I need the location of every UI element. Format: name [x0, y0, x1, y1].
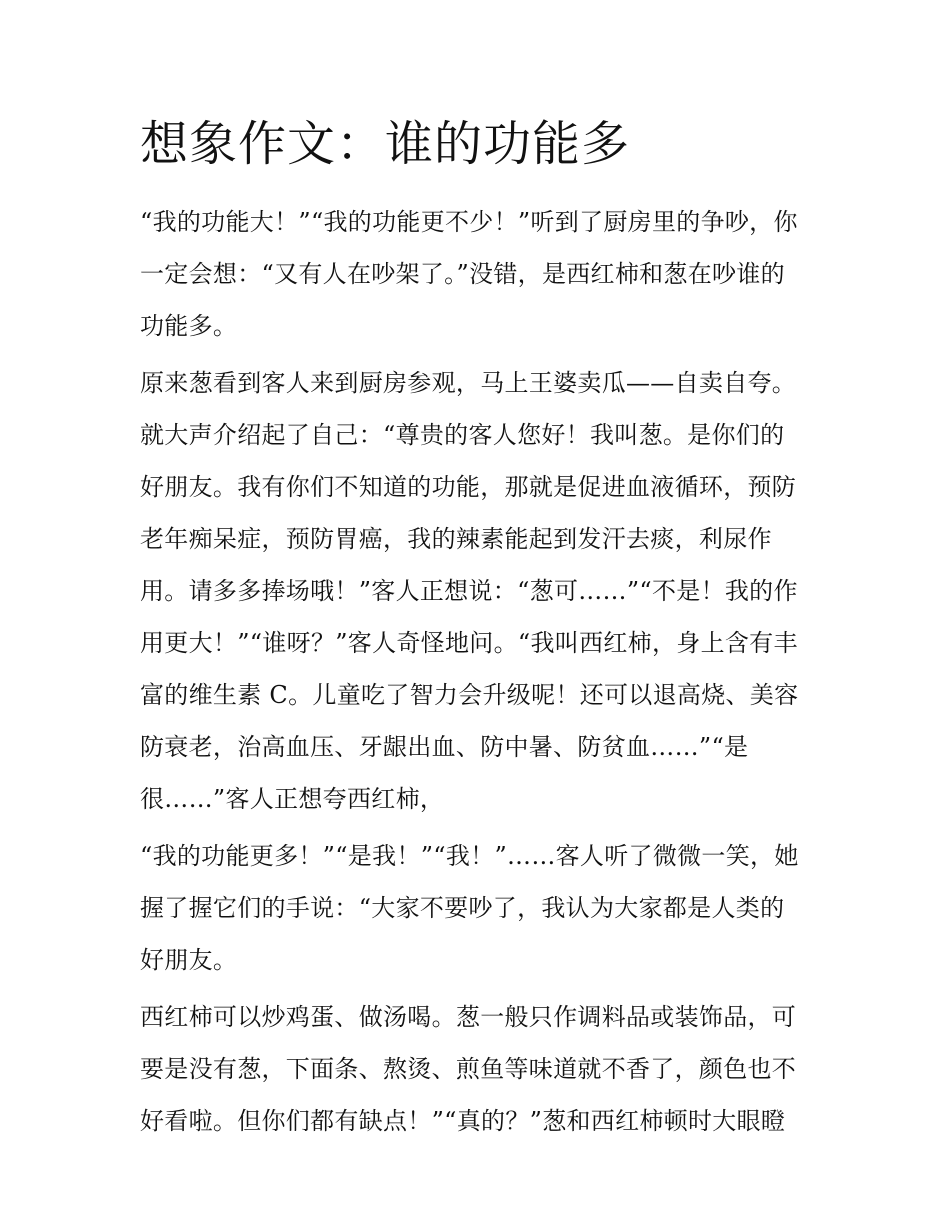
text-line: 富的维生素 C。儿童吃了智力会升级呢！还可以退高烧、美容	[140, 681, 799, 709]
essay-body	[140, 196, 815, 1152]
text-line: “我的功能大！”“我的功能更不少！”听到了厨房里的争吵，你	[140, 208, 798, 236]
paragraph-1	[140, 196, 815, 352]
text-line: 功能多。	[140, 312, 238, 340]
text-line: 好看啦。但你们都有缺点！”“真的？”葱和西红柿顿时大眼瞪	[140, 1107, 786, 1135]
text-line: 要是没有葱，下面条、熬烫、煎鱼等味道就不香了，颜色也不	[140, 1055, 797, 1083]
text-line: “我的功能更多！”“是我！”“我！”……客人听了微微一笑，她	[140, 842, 799, 870]
text-line: 握了握它们的手说：“大家不要吵了，我认为大家都是人类的	[140, 894, 785, 922]
text-line: 好朋友。	[140, 946, 238, 974]
text-line: 一定会想：“又有人在吵架了。”没错，是西红柿和葱在吵谁的	[140, 260, 785, 288]
text-line: 老年痴呆症，预防胃癌，我的辣素能起到发汗去痰，利尿作	[140, 525, 772, 553]
text-line: 就大声介绍起了自己：“尊贵的客人您好！我叫葱。是你们的	[140, 421, 785, 449]
paragraph-3	[140, 830, 815, 986]
text-line: 西红柿可以炒鸡蛋、做汤喝。葱一般只作调料品或装饰品，可	[140, 1003, 797, 1031]
text-line: 用更大！”“谁呀？”客人奇怪地问。“我叫西红柿，身上含有丰	[140, 629, 798, 657]
text-line: 防衰老，治高血压、牙龈出血、防中暑、防贫血……”“是	[140, 733, 749, 761]
text-line: 原来葱看到客人来到厨房参观，马上王婆卖瓜——自卖自夸。	[140, 369, 797, 397]
text-line: 好朋友。我有你们不知道的功能，那就是促进血液循环，预防	[140, 473, 797, 501]
text-line: 用。请多多捧场哦！”客人正想说：“葱可……”“不是！我的作	[140, 577, 798, 605]
paragraph-4	[140, 991, 815, 1147]
text-line: 很……”客人正想夸西红柿，	[140, 785, 445, 813]
essay-title: 想象作文：谁的功能多	[140, 116, 631, 172]
paragraph-2	[140, 357, 815, 825]
